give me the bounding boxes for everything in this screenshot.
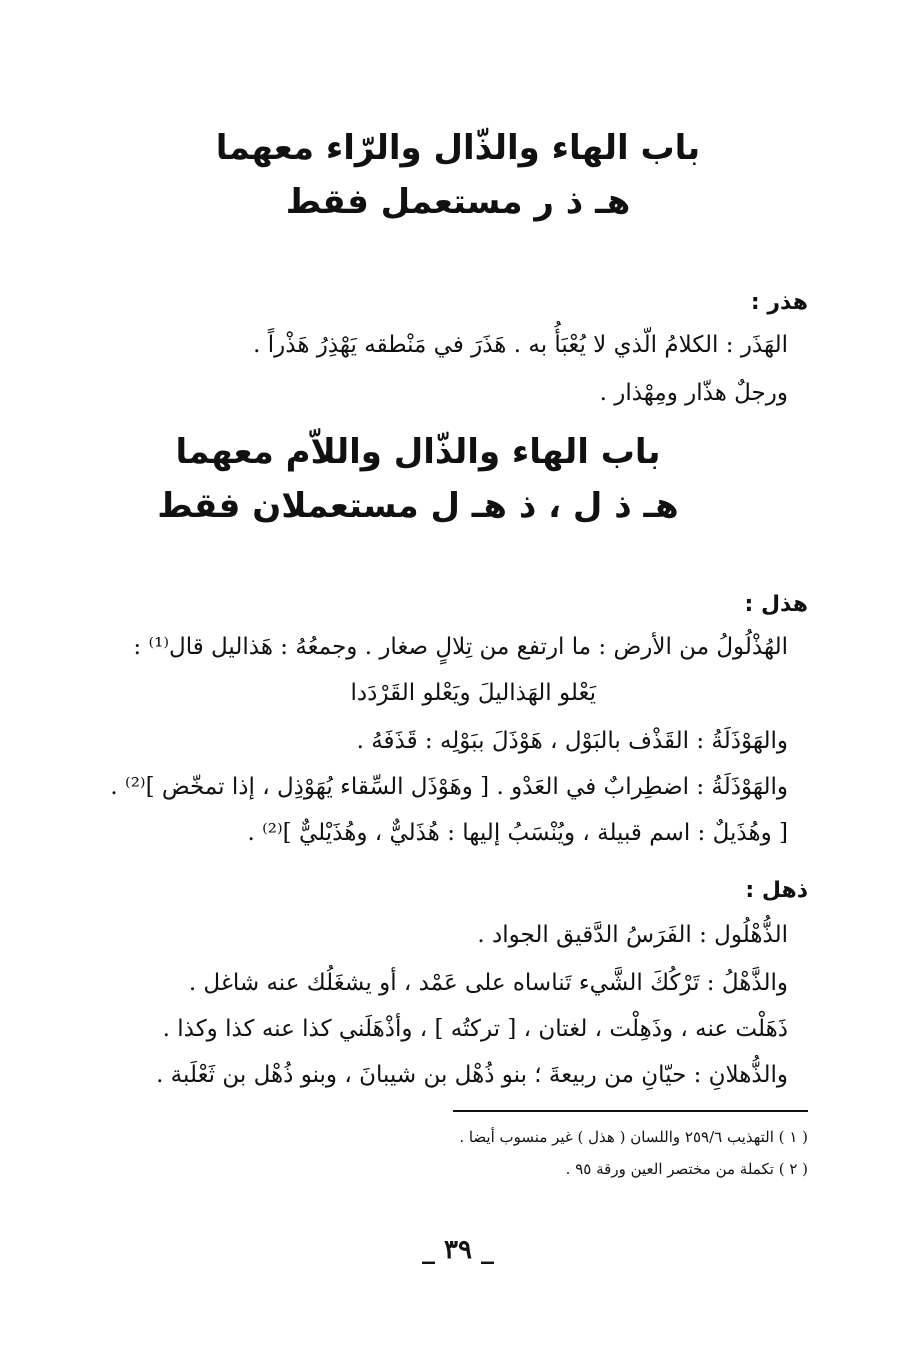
page-number: _ ٣٩ _ bbox=[421, 1235, 495, 1265]
text-line: والهَوْذَلَةُ : اضطِرابٌ في العَدْو . [ وهَوْذَل السِّقاء يُهَوْذِل ، إذا تمخّض ]⁽²⁾ . bbox=[110, 774, 788, 800]
text-line: ورجلٌ هذّار ومِهْذار . bbox=[599, 380, 788, 406]
text-line: ذَهَلْت عنه ، وذَهِلْت ، لغتان ، [ تركتُه ] ، وأذْهَلَني كذا عنه كذا وكذا . bbox=[162, 1016, 788, 1042]
text-line: والذُّهلانِ : حيّانِ من ربيعةَ ؛ بنو ذُهْل بن شيبانَ ، وبنو ذُهْل بن ثَعْلَبة . bbox=[156, 1062, 788, 1088]
entry-title-hadhal: هذل : bbox=[744, 592, 808, 617]
section-heading: باب الهاء والذّال واللاّم معهما bbox=[175, 432, 661, 472]
section-heading: باب الهاء والذّال والرّاء معهما bbox=[215, 128, 701, 168]
text-line: الهُذْلُولُ من الأرض : ما ارتفع من تِلالٍ صغار . وجمعُهُ : هَذاليل قال⁽¹⁾ : bbox=[133, 634, 788, 660]
text-line: والهَوْذَلَةُ : القَذْف بالبَوْل ، هَوْذَلَ ببَوْلِه : قَذَفَهُ . bbox=[356, 728, 788, 754]
footnote: ( ٢ ) تكملة من مختصر العين ورقة ٩٥ . bbox=[565, 1160, 808, 1178]
poem-verse: يَعْلو الهَذاليلَ ويَعْلو القَرْدَدا bbox=[350, 680, 596, 706]
text-line: [ وهُذَيلٌ : اسم قبيلة ، ويُنْسَبُ إليها : هُذَليٌّ ، وهُذَيْليٌّ ]⁽²⁾ . bbox=[247, 820, 788, 846]
section-subheading: هـ ذ ر مستعمل فقط bbox=[285, 182, 631, 222]
text-line: والذَّهْلُ : تَرْكُكَ الشَّيء تَناساه على عَمْد ، أو يشغَلُك عنه شاغل . bbox=[188, 970, 788, 996]
text-line: الذُّهْلُول : الفَرَسُ الدَّقيق الجواد . bbox=[477, 922, 788, 948]
entry-title-hadhar: هذر : bbox=[750, 290, 808, 315]
text-line: الهَذَر : الكلامُ الّذي لا يُعْبَأُ به . هَذَرَ في مَنْطقه يَهْذِرُ هَذْراً . bbox=[253, 332, 788, 358]
section-subheading: هـ ذ ل ، ذ هـ ل مستعملان فقط bbox=[157, 486, 679, 526]
footnote-separator bbox=[453, 1110, 808, 1112]
entry-title-dhahal: ذهل : bbox=[745, 878, 808, 903]
footnote: ( ١ ) التهذيب ٢٥٩/٦ واللسان ( هذل ) غير منسوب أيضا . bbox=[459, 1128, 808, 1146]
